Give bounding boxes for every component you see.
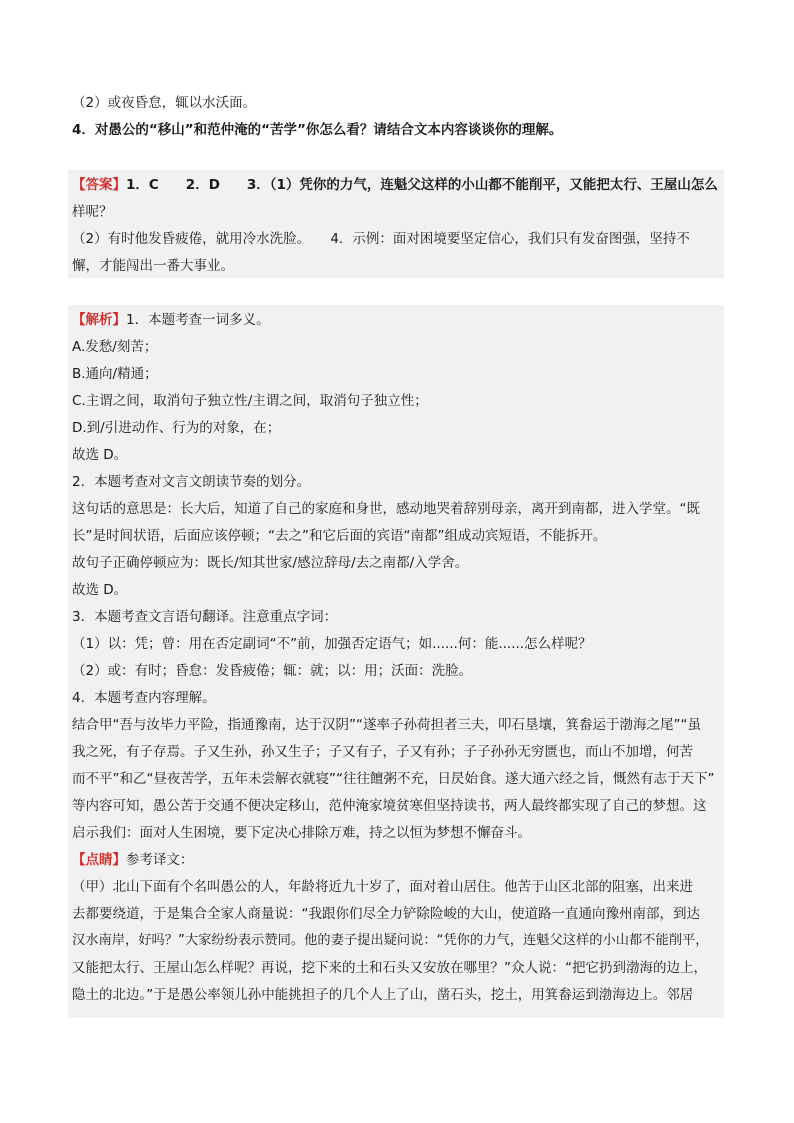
analysis-line-14: （2）或：有时；昏怠：发昏疲倦；辄：就；以：用；沃面：洗脸。 [72,663,473,679]
question-4: 4．对愚公的“移山”和范仲淹的“苦学”你怎么看？请结合文本内容谈谈你的理解。 [72,122,563,138]
analysis-line-20: 启示我们：面对人生困境，要下定决心排除万难，持之以恒为梦想不懈奋斗。 [72,825,531,841]
answer-tag: 【答案】 [72,177,126,193]
analysis-line-16: 结合甲“吾与汝毕力平险，指通豫南，达于汉阴”“遂率子孙荷担者三夫，叩石垦壤，箕畚运于渤海之尾”“虽 [72,717,701,733]
commentary-title: 【点睛】参考译文： [72,852,194,868]
analysis-line-6: 故选 D。 [72,447,128,463]
commentary-line-3: 汉水南岸，好吗？”大家纷纷表示赞同。他的妻子提出疑问说：“凭你的力气，连魁父这样的小山都不能削平， [72,933,709,948]
analysis-line-13: （1）以：凭；曾：用在否定副词“不”前，加强否定语气；如......何：能......怎么样呢？ [72,636,592,652]
analysis-line-8: 这句话的意思是：长大后，知道了自己的家庭和身世，感动地哭着辞别母亲，离开到南都，进入学堂。“既 [72,501,700,517]
analysis-tag: 【解析】 [72,312,126,328]
analysis-line-9: 长”是时间状语，后面应该停顿；“去之”和它后面的宾语“南都”组成动宾短语，不能拆开。 [72,528,607,544]
analysis-line-7: 2．本题考查对文言文朗读节奏的划分。 [72,474,311,490]
answer-line-1: 【答案】1．C 2．D 3．（1）凭你的力气，连魁父这样的小山都不能削平，又能把太行、王屋山怎么 [72,177,718,193]
analysis-line-11: 故选 D。 [72,582,128,598]
question-3-part-2: （2）或夜昏怠，辄以水沃面。 [72,95,257,111]
analysis-line-1: 【解析】1．本题考查一词多义。 [72,312,270,328]
analysis-line-18: 而不平”和乙“昼夜苦学，五年未尝解衣就寝”“往往饘粥不充，日昃始食。遂大通六经之旨，慨然有志于天下” [72,771,715,787]
commentary-line-2: 去都要绕道，于是集合全家人商量说：“我跟你们尽全力铲除险峻的大山，使道路一直通向豫州南部，到达 [72,906,700,922]
commentary-line-4: 又能把太行、王屋山怎么样呢？再说，挖下来的土和石头又安放在哪里？”众人说：“把它扔到渤海的边上， [72,960,707,976]
commentary-line-5: 隐土的北边。”于是愚公率领儿孙中能挑担子的几个人上了山，凿石头，挖土，用箕畚运到渤海边上。邻居 [72,987,694,1003]
analysis-line-17: 我之死，有子存焉。子又生孙，孙又生子；子又有子，子又有孙；子子孙孙无穷匮也，而山不加增，何苦 [72,744,693,760]
answer-line-4: 懈，才能闯出一番大事业。 [72,258,234,274]
answer-line-2: 样呢？ [72,204,113,220]
commentary-line-1: （甲）北山下面有个名叫愚公的人，年龄将近九十岁了，面对着山居住。他苦于山区北部的阻塞，出来进 [72,879,693,895]
analysis-line-19: 等内容可知，愚公苦于交通不便决定移山，范仲淹家境贫寒但坚持读书，两人最终都实现了自己的梦想。这 [72,798,707,814]
analysis-line-2: A.发愁/刻苦； [72,339,158,355]
analysis-line-3: B.通向/精通； [72,366,158,382]
analysis-line-10: 故句子正确停顿应为：既长/知其世家/感泣辞母/去之南都/入学舍。 [72,555,469,571]
analysis-line-5: D.到/引进动作、行为的对象，在； [72,420,281,436]
answer-line-3: （2）有时他发昏疲倦，就用冷水洗脸。 4．示例：面对困境要坚定信心，我们只有发奋图强，坚持不 [72,231,690,247]
commentary-tag: 【点睛】 [72,852,126,868]
analysis-line-4: C.主谓之间，取消句子独立性/主谓之间，取消句子独立性； [72,393,428,409]
analysis-line-12: 3．本题考查文言语句翻译。注意重点字词： [72,609,338,625]
analysis-line-15: 4．本题考查内容理解。 [72,690,216,706]
